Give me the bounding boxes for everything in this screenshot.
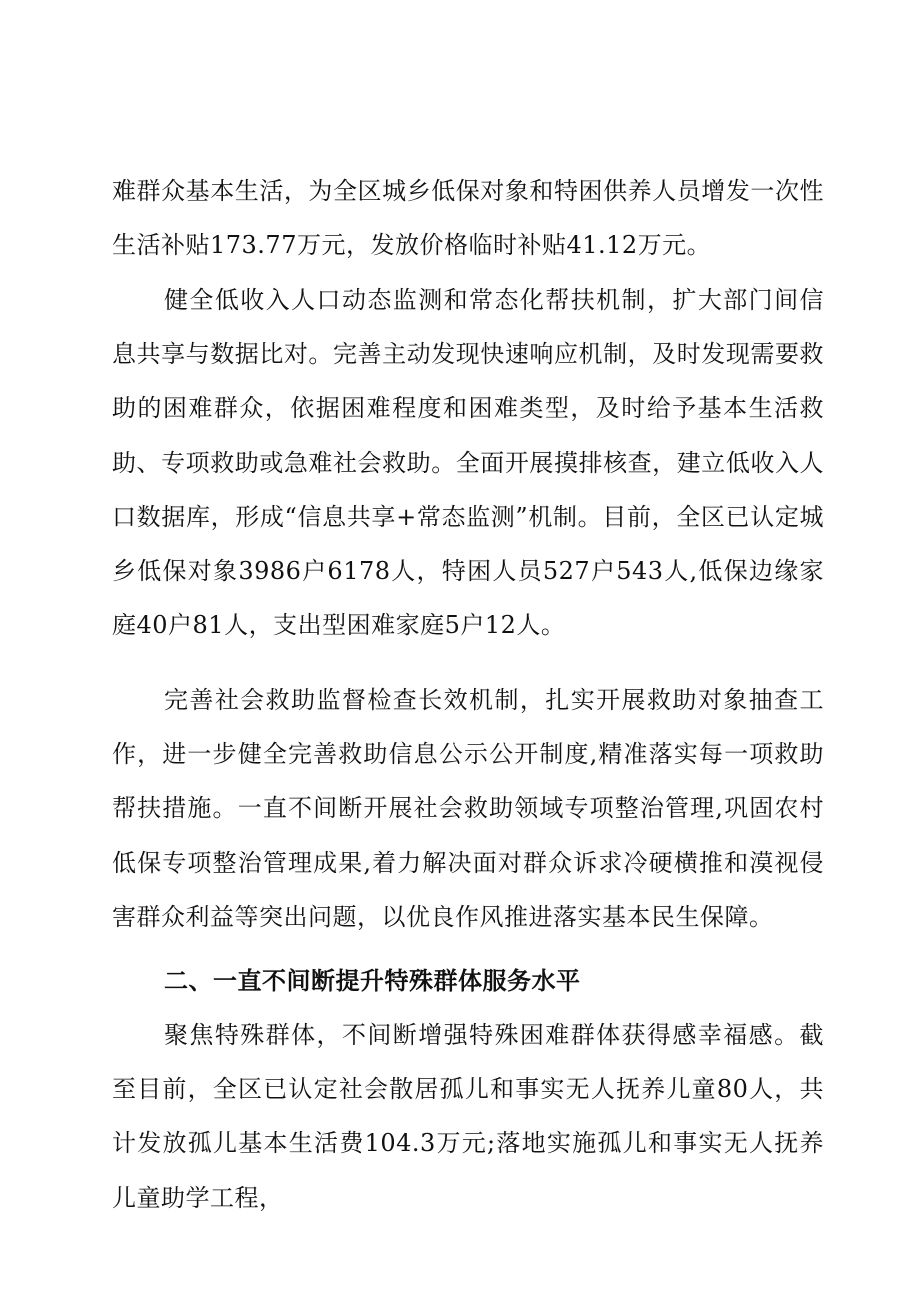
paragraph-supervision-mechanism: 完善社会救助监督检查长效机制，扎实开展救助对象抽查工作，进一步健全完善救助信息公示公开制度,精准落实每一项救助帮扶措施。一直不间断开展社会救助领域专项整治管理,巩固农村低保专项整治管理成果,着力解决面对群众诉求冷硬横推和漠视侵害群众利益等突出问题，以优良作风推进落实基本民生保障。 xyxy=(112,686,824,931)
section-heading: 二、一直不间断提升特殊群体服务水平 xyxy=(164,967,581,995)
paragraph-special-groups: 聚焦特殊群体，不间断增强特殊困难群体获得感幸福感。截至目前，全区已认定社会散居孤儿和事实无人抚养儿童80人，共计发放孤儿基本生活费104.3万元;落地实施孤儿和事实无人抚养儿童助学工程， xyxy=(112,1021,824,1212)
paragraph-low-income-monitoring: 健全低收入人口动态监测和常态化帮扶机制，扩大部门间信息共享与数据比对。完善主动发现快速响应机制，及时发现需要救助的困难群众，依据困难程度和困难类型，及时给予基本生活救助、专项救助或急难社会救助。全面开展摸排核查，建立低收入人口数据库，形成“信息共享+常态监测”机制。目前，全区已认定城乡低保对象3986户6178人，特困人员527户543人,低保边缘家庭40户81人，支出型困难家庭5户12人。 xyxy=(112,286,824,640)
paragraph-living-subsidy: 难群众基本生活，为全区城乡低保对象和特困供养人员增发一次性生活补贴173.77万元，发放价格临时补贴41.12万元。 xyxy=(112,177,824,260)
